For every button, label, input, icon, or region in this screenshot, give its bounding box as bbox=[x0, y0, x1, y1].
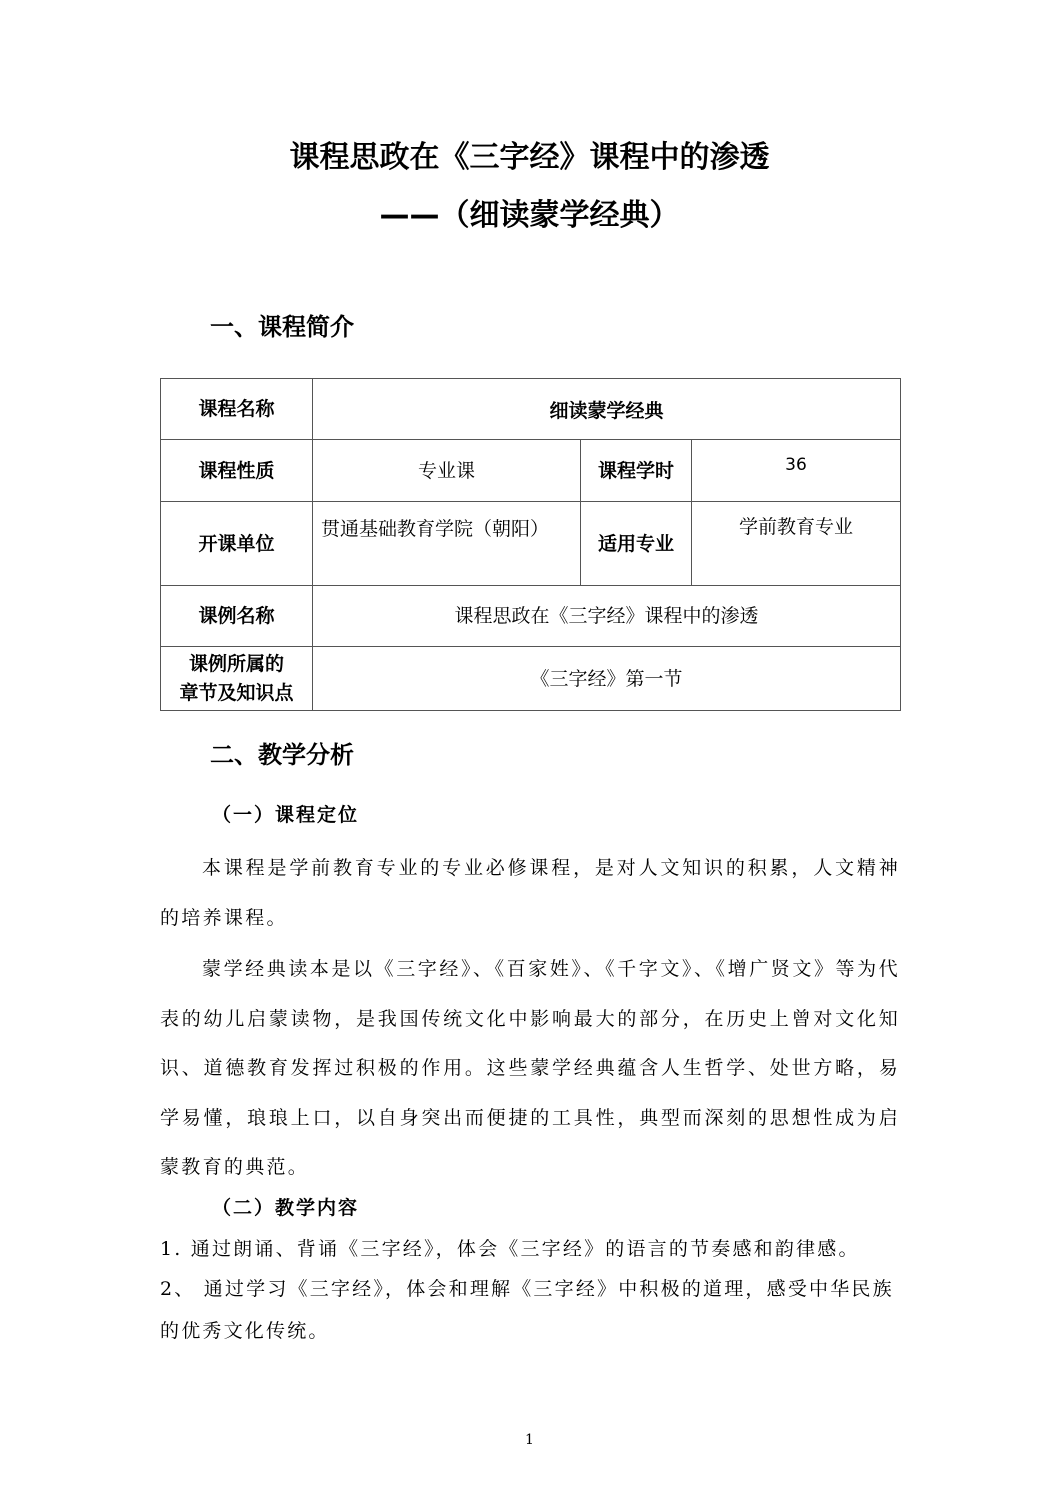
list-item: 1. 通过朗诵、背诵《三字经》，体会《三字经》的语言的节奏感和韵律感。 bbox=[160, 1238, 860, 1260]
table-row bbox=[161, 586, 901, 647]
subheading-course-positioning: （一）课程定位 bbox=[212, 804, 360, 826]
table-row bbox=[161, 379, 901, 440]
page-title: 课程思政在《三字经》课程中的渗透 bbox=[289, 140, 770, 175]
case-name-label: 课例名称 bbox=[161, 586, 313, 647]
paragraph-classics-description: 蒙学经典读本是以《三字经》、《百家姓》、《千字文》、《增广贤文》等为代表的幼儿启蒙读物，是我国传统文化中影响最大的部分，在历史上曾对文化知识、道德教育发挥过积极的作用。这些蒙学经典蕴含人生哲学、处世方略，易学易懂，琅琅上口，以自身突出而便捷的工具性，典型而深刻的思想性成为启蒙教育的典范。 bbox=[160, 958, 900, 1178]
course-name-value: 细读蒙学经典 bbox=[313, 379, 901, 440]
subheading-teaching-content: （二）教学内容 bbox=[212, 1197, 360, 1219]
section-heading-teaching-analysis: 二、教学分析 bbox=[210, 741, 354, 769]
course-name-label: 课程名称 bbox=[161, 379, 313, 440]
course-info-table bbox=[160, 378, 901, 711]
paragraph-course-positioning: 本课程是学前教育专业的专业必修课程，是对人文知识的积累，人文精神的培养课程。 bbox=[160, 857, 900, 929]
course-nature-label: 课程性质 bbox=[161, 440, 313, 502]
applicable-major-value: 学前教育专业 bbox=[692, 502, 901, 586]
chapter-value: 《三字经》第一节 bbox=[313, 647, 901, 711]
offering-unit-value: 贯通基础教育学院（朝阳） bbox=[313, 502, 581, 586]
course-hours-label: 课程学时 bbox=[581, 440, 692, 502]
course-hours-value: 36 bbox=[692, 440, 901, 502]
chapter-label-line2: 章节及知识点 bbox=[179, 681, 294, 704]
applicable-major-label: 适用专业 bbox=[581, 502, 692, 586]
chapter-label bbox=[161, 647, 313, 711]
table-row bbox=[161, 647, 901, 711]
page-number: 1 bbox=[525, 1432, 534, 1448]
page-subtitle: ——（细读蒙学经典） bbox=[379, 198, 680, 233]
table-row bbox=[161, 440, 901, 502]
chapter-label-line1: 课例所属的 bbox=[188, 652, 284, 675]
section-heading-course-intro: 一、课程简介 bbox=[210, 313, 354, 341]
list-item: 2、 通过学习《三字经》，体会和理解《三字经》中积极的道理，感受中华民族的优秀文化传统。 bbox=[160, 1278, 894, 1342]
table-row bbox=[161, 502, 901, 586]
case-name-value: 课程思政在《三字经》课程中的渗透 bbox=[313, 586, 901, 647]
offering-unit-label: 开课单位 bbox=[161, 502, 313, 586]
course-nature-value: 专业课 bbox=[313, 440, 581, 502]
